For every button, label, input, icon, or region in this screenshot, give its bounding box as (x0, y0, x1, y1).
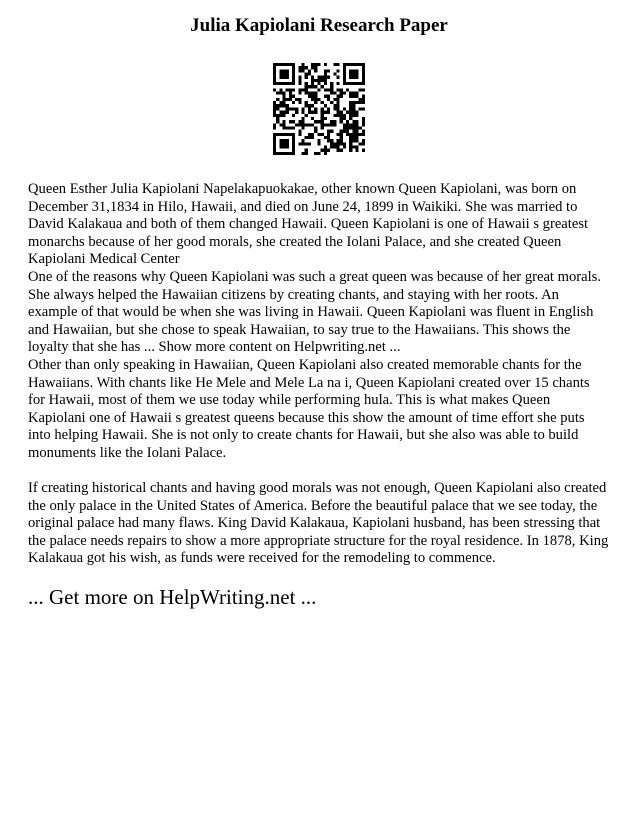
paragraph: If creating historical chants and having good morals was not enough, Queen Kapiolani also created the only palace in the United States of America. Before the beautiful palace that we see today, the original palace had many flaws. King David Kalakaua, Kapiolani husband, has been stressing that the palace needs repairs to show a more appropriate structure for the royal residence. In 1878, King Kalakaua got his wish, as funds were received for the remodeling to commence. (28, 480, 609, 567)
get-more-link[interactable]: ... Get more on HelpWriting.net ... (28, 585, 317, 610)
qr-container (28, 63, 610, 155)
paragraph: Other than only speaking in Hawaiian, Queen Kapiolani also created memorable chants for the Hawaiians. With chants like He Mele and Mele La na i, Queen Kapiolani created over 15 chants for Hawaii, most of them we use today while performing hula. This is what makes Queen Kapiolani one of Hawaii s greatest queens because this show the amount of time effort she puts into helping Hawaii. She is not only to create chants for Hawaii, but she also was able to build monuments like the Iolani Palace. (28, 356, 590, 461)
page-title: Julia Kapiolani Research Paper (190, 15, 448, 36)
qr-code-icon (273, 63, 365, 155)
paragraph: Queen Esther Julia Kapiolani Napelakapuokakae, other known Queen Kapiolani, was born on December 31,1834 in Hilo, Hawaii, and died on June 24, 1899 in Waikiki. She was married to David Kalakaua and both of them changed Hawaii. Queen Kapiolani is one of Hawaii s greatest monarchs because of her good morals, she created the Iolani Palace, and she created Queen Kapiolani Medical Center (28, 181, 589, 268)
article-body (28, 181, 610, 568)
paragraph: One of the reasons why Queen Kapiolani was such a great queen was because of her great morals. She always helped the Hawaiian citizens by creating chants, and staying with her roots. An example of that would be when she was living in Hawaii. Queen Kapiolani was fluent in English and Hawaiian, but she chose to speak Hawaiian, to say true to the Hawaiians. This shows the loyalty that she has ... Show more content on Helpwriting.net ... (28, 268, 601, 356)
